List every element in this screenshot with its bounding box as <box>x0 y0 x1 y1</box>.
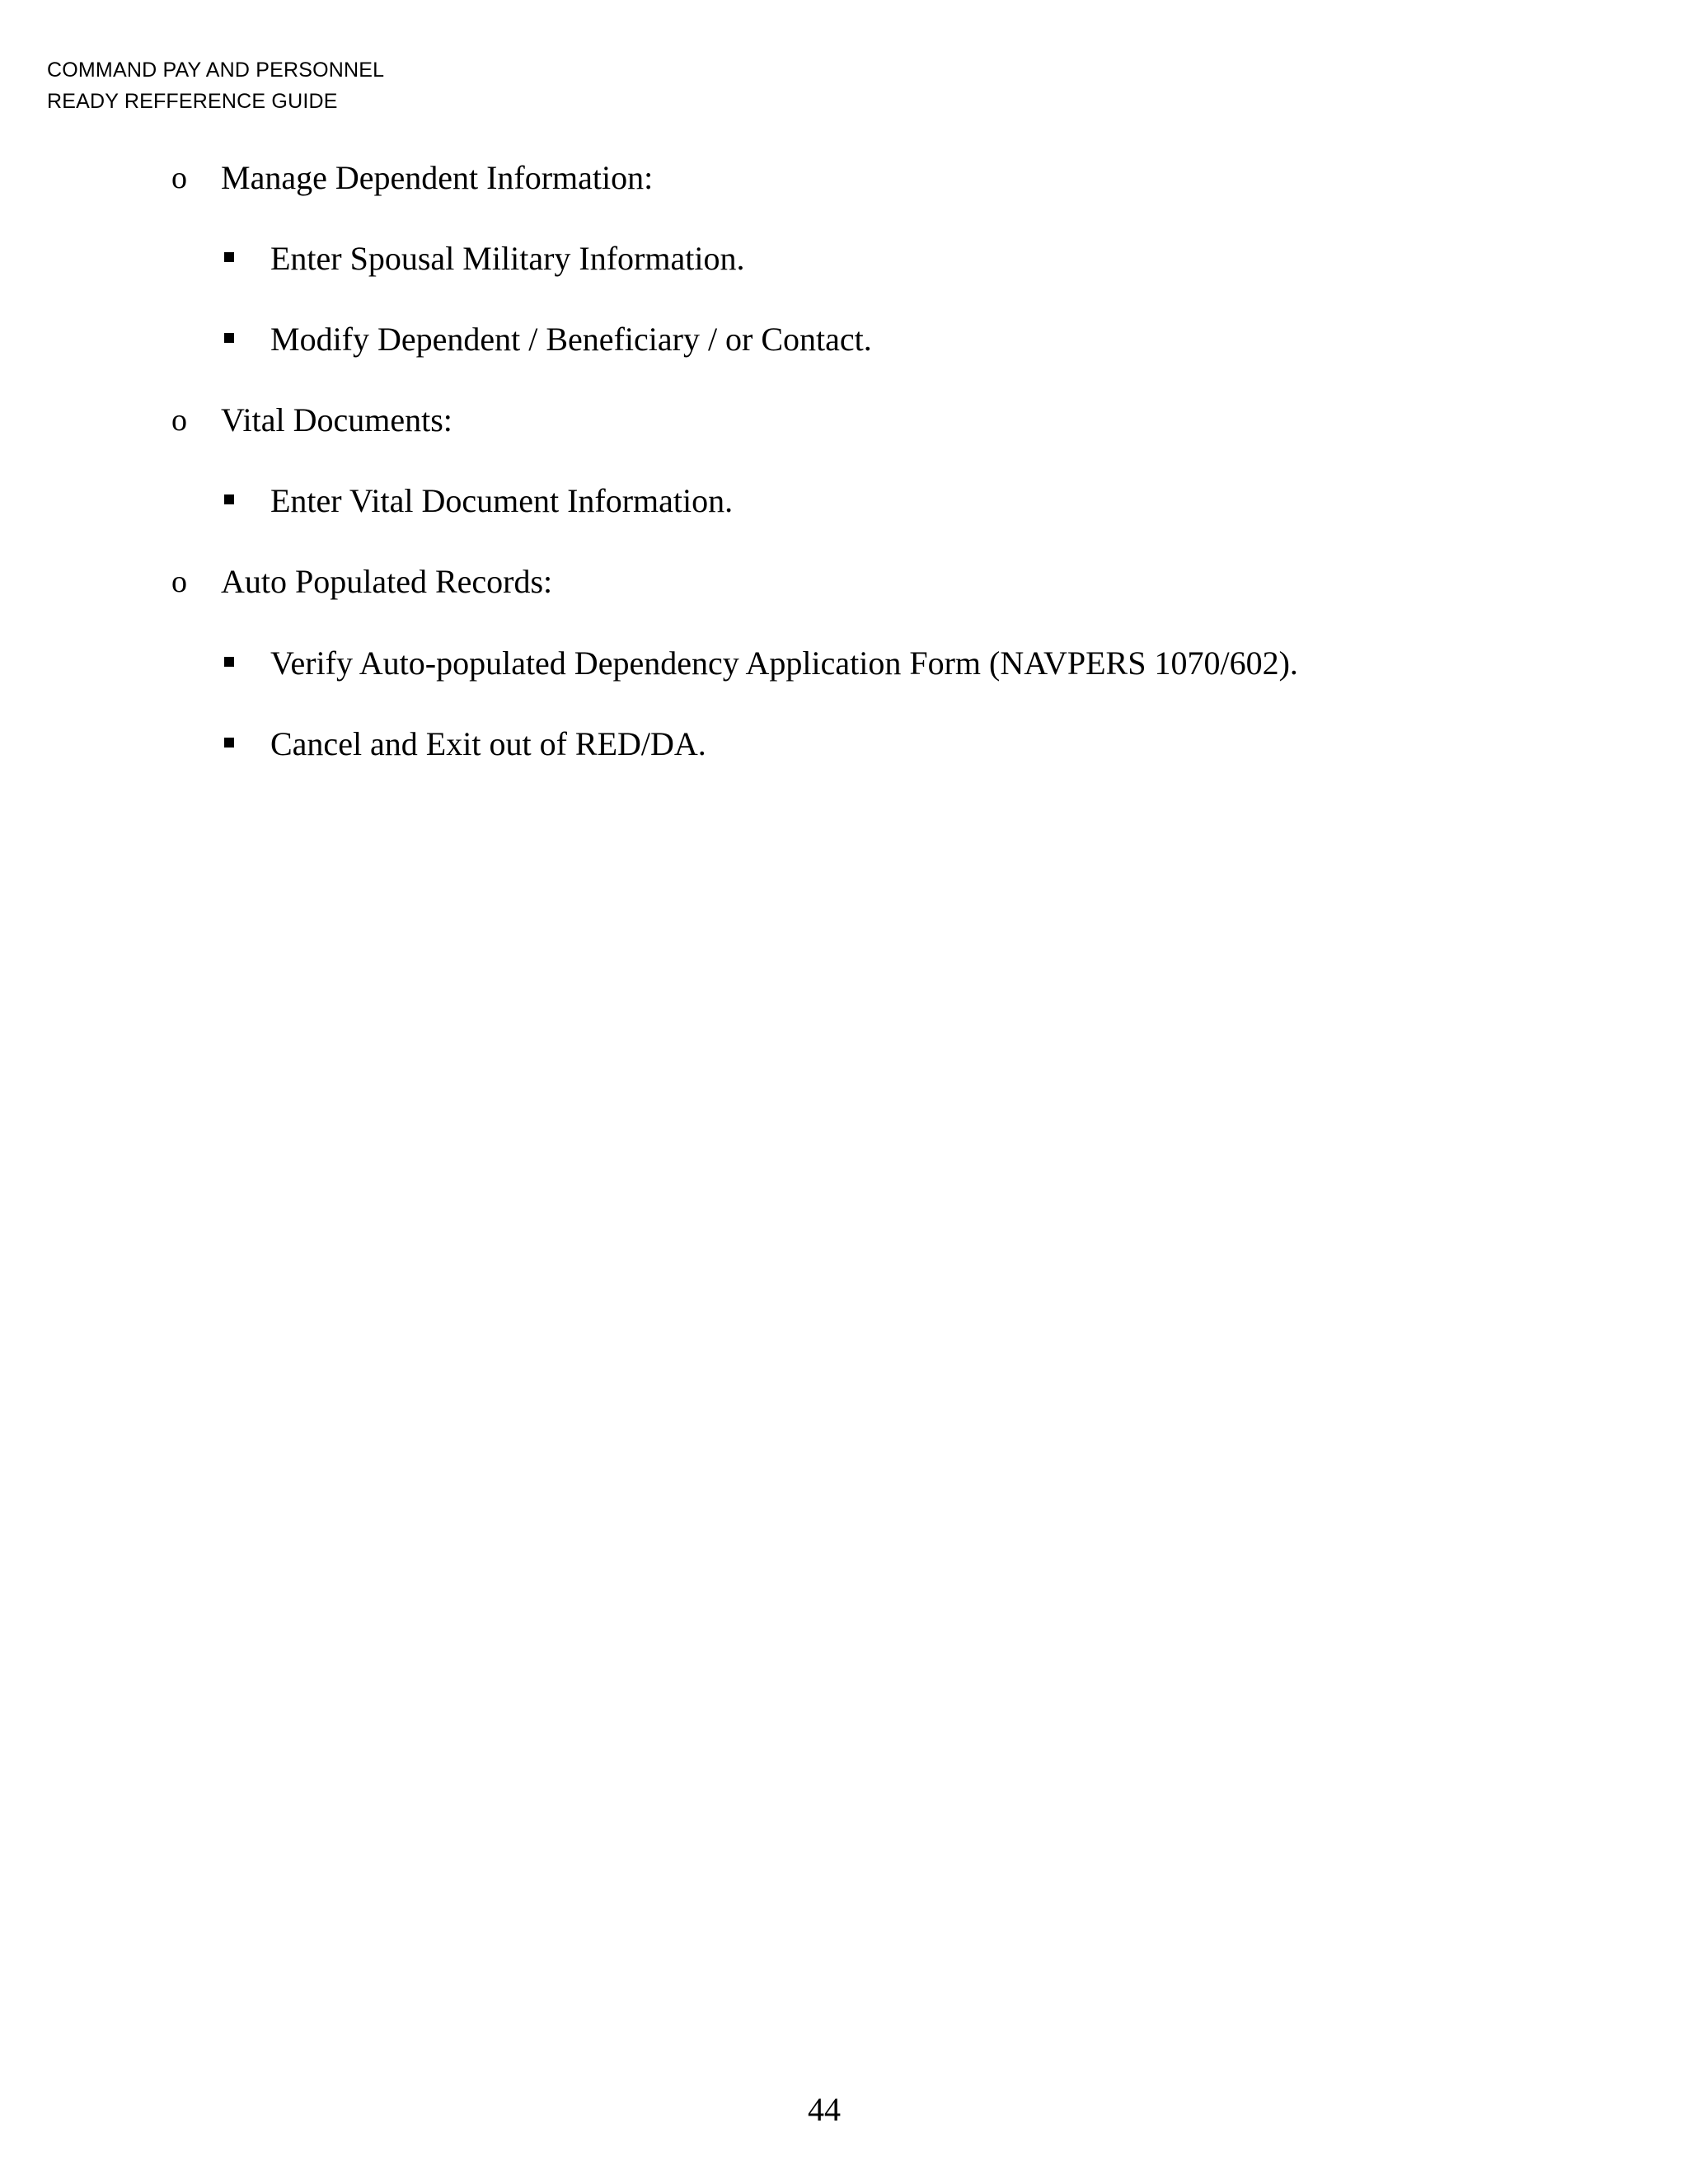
square-bullet-icon <box>224 333 234 343</box>
circle-bullet-icon: o <box>171 403 187 438</box>
list-item: Verify Auto-populated Dependency Application Form (NAVPERS 1070/602). <box>270 644 1298 682</box>
circle-bullet-icon: o <box>171 565 187 599</box>
circle-bullet-icon: o <box>171 161 187 195</box>
header-line-1: COMMAND PAY AND PERSONNEL <box>47 59 385 82</box>
square-bullet-icon <box>224 738 234 748</box>
list-item: Modify Dependent / Beneficiary / or Contact. <box>270 321 872 358</box>
list-item: Enter Spousal Military Information. <box>270 240 745 277</box>
section-title-vital-documents: Vital Documents: <box>221 401 452 438</box>
square-bullet-icon <box>224 252 234 262</box>
list-item: Enter Vital Document Information. <box>270 482 734 519</box>
square-bullet-icon <box>224 657 234 667</box>
section-title-manage-dependent: Manage Dependent Information: <box>221 159 654 196</box>
list-item: Cancel and Exit out of RED/DA. <box>270 725 706 762</box>
page-number: 44 <box>808 2091 841 2128</box>
running-header <box>47 54 384 117</box>
header-line-2: READY REFFERENCE GUIDE <box>47 90 338 113</box>
square-bullet-icon <box>224 494 234 504</box>
section-title-auto-populated: Auto Populated Records: <box>221 563 553 600</box>
